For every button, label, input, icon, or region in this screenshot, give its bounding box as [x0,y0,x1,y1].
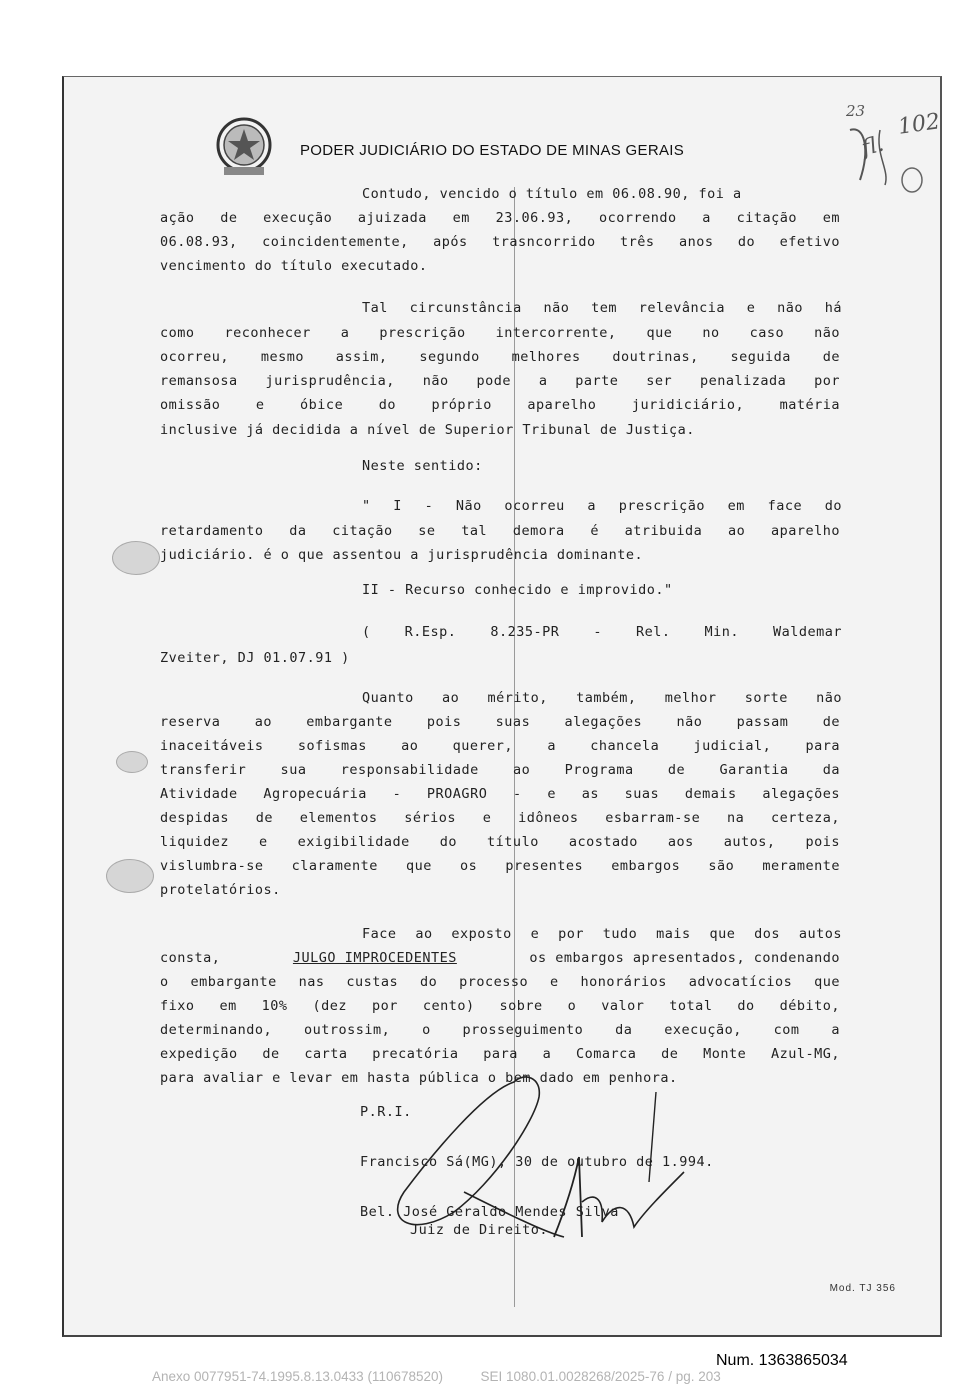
text-line: como reconhecer a prescrição intercorrente, que no caso não [160,325,840,341]
margin-number: 23 [846,102,866,120]
text-line: Face ao exposto e por tudo mais que dos autos [362,926,842,942]
text-line: para avaliar e levar em hasta pública o bem dado em penhora. [160,1070,678,1086]
text-line: liquidez e exigibilidade do título acostado aos autos, pois [160,834,840,850]
text-line [160,949,840,967]
handwritten-signature [364,1062,724,1252]
text-fragment: consta, [160,950,221,966]
citation-line: ( R.Esp. 8.235-PR - Rel. Min. Waldemar [362,624,842,640]
signer-name: Bel. José Geraldo Mendes Silva [360,1204,619,1220]
annex-ref: Anexo 0077951-74.1995.8.13.0433 (110678520) [152,1369,444,1384]
quote-line: II - Recurso conhecido e improvido." [362,582,673,598]
quote-line: retardamento da citação se tal demora é atribuida ao aparelho [160,523,840,539]
text-line: inaceitáveis sofismas ao querer, a chancela judicial, para [160,738,840,754]
text-line: Neste sentido: [362,458,483,474]
text-line: ação de execução ajuizada em 23.06.93, ocorrendo a citação em [160,210,840,226]
text-line: protelatórios. [160,882,281,898]
document-page [62,76,942,1337]
sei-ref: SEI 1080.01.0028268/2025-76 / pg. 203 [480,1369,721,1384]
page-number-annotation: 102 [896,109,942,140]
text-line: vencimento do título executado. [160,258,428,274]
text-line: inclusive já decidida a nível de Superior Tribunal de Justiça. [160,422,695,438]
text-line: fixo em 10% (dez por cento) sobre o valor total do débito, [160,998,840,1014]
punch-hole [116,751,148,773]
date-line: Francisco Sá(MG), 30 de outubro de 1.994. [360,1154,714,1170]
signer-role: Juiz de Direito. [410,1222,549,1238]
text-line: reserva ao embargante pois suas alegações não passam de [160,714,840,730]
text-line: expedição de carta precatória para a Comarca de Monte Azul-MG, [160,1046,840,1062]
text-line: despidas de elementos sérios e idôneos esbarram-se na certeza, [160,810,840,826]
text-line: Tal circunstância não tem relevância e não há [362,300,842,316]
citation-line: Zveiter, DJ 01.07.91 ) [160,650,350,666]
footer-reference [152,1369,721,1384]
text-line: 06.08.93, coincidentemente, após trasncorrido três anos do efetivo [160,234,840,250]
punch-hole [106,859,154,893]
text-line: vislumbra-se claramente que os presentes embargos são meramente [160,858,840,874]
document-number: Num. 1363865034 [716,1352,848,1369]
text-line: transferir sua responsabilidade ao Programa de Garantia da [160,762,840,778]
form-code: Mod. TJ 356 [829,1283,896,1294]
text-line: remansosa jurisprudência, não pode a parte ser penalizada por [160,373,840,389]
text-line: o embargante nas custas do processo e honorários advocatícios que [160,974,840,990]
text-line: Quanto ao mérito, também, melhor sorte não [362,690,842,706]
text-line: ocorreu, mesmo assim, segundo melhores doutrinas, seguida de [160,349,840,365]
initials-annotation: fl. [859,131,887,162]
quote-line: " I - Não ocorreu a prescrição em face do [362,498,842,514]
text-line: omissão e óbice do próprio aparelho juridiciário, matéria [160,397,840,413]
rubric-mark-icon [840,110,930,200]
court-title: PODER JUDICIÁRIO DO ESTADO DE MINAS GERAIS [300,141,685,159]
coat-of-arms-icon [212,115,276,179]
verdict-text: JULGO IMPROCEDENTES [292,950,457,966]
text-line: Contudo, vencido o título em 06.08.90, foi a [362,186,742,202]
punch-hole [112,541,160,575]
pri-text: P.R.I. [360,1104,412,1120]
letterhead [212,115,684,179]
text-line: determinando, outrossim, o prosseguimento da execução, com a [160,1022,840,1038]
text-line: Atividade Agropecuária - PROAGRO - e as suas demais alegações [160,786,840,802]
text-fragment: os embargos apresentados, condenando [529,950,840,966]
quote-line: judiciário. é o que assentou a jurisprudência dominante. [160,547,644,563]
